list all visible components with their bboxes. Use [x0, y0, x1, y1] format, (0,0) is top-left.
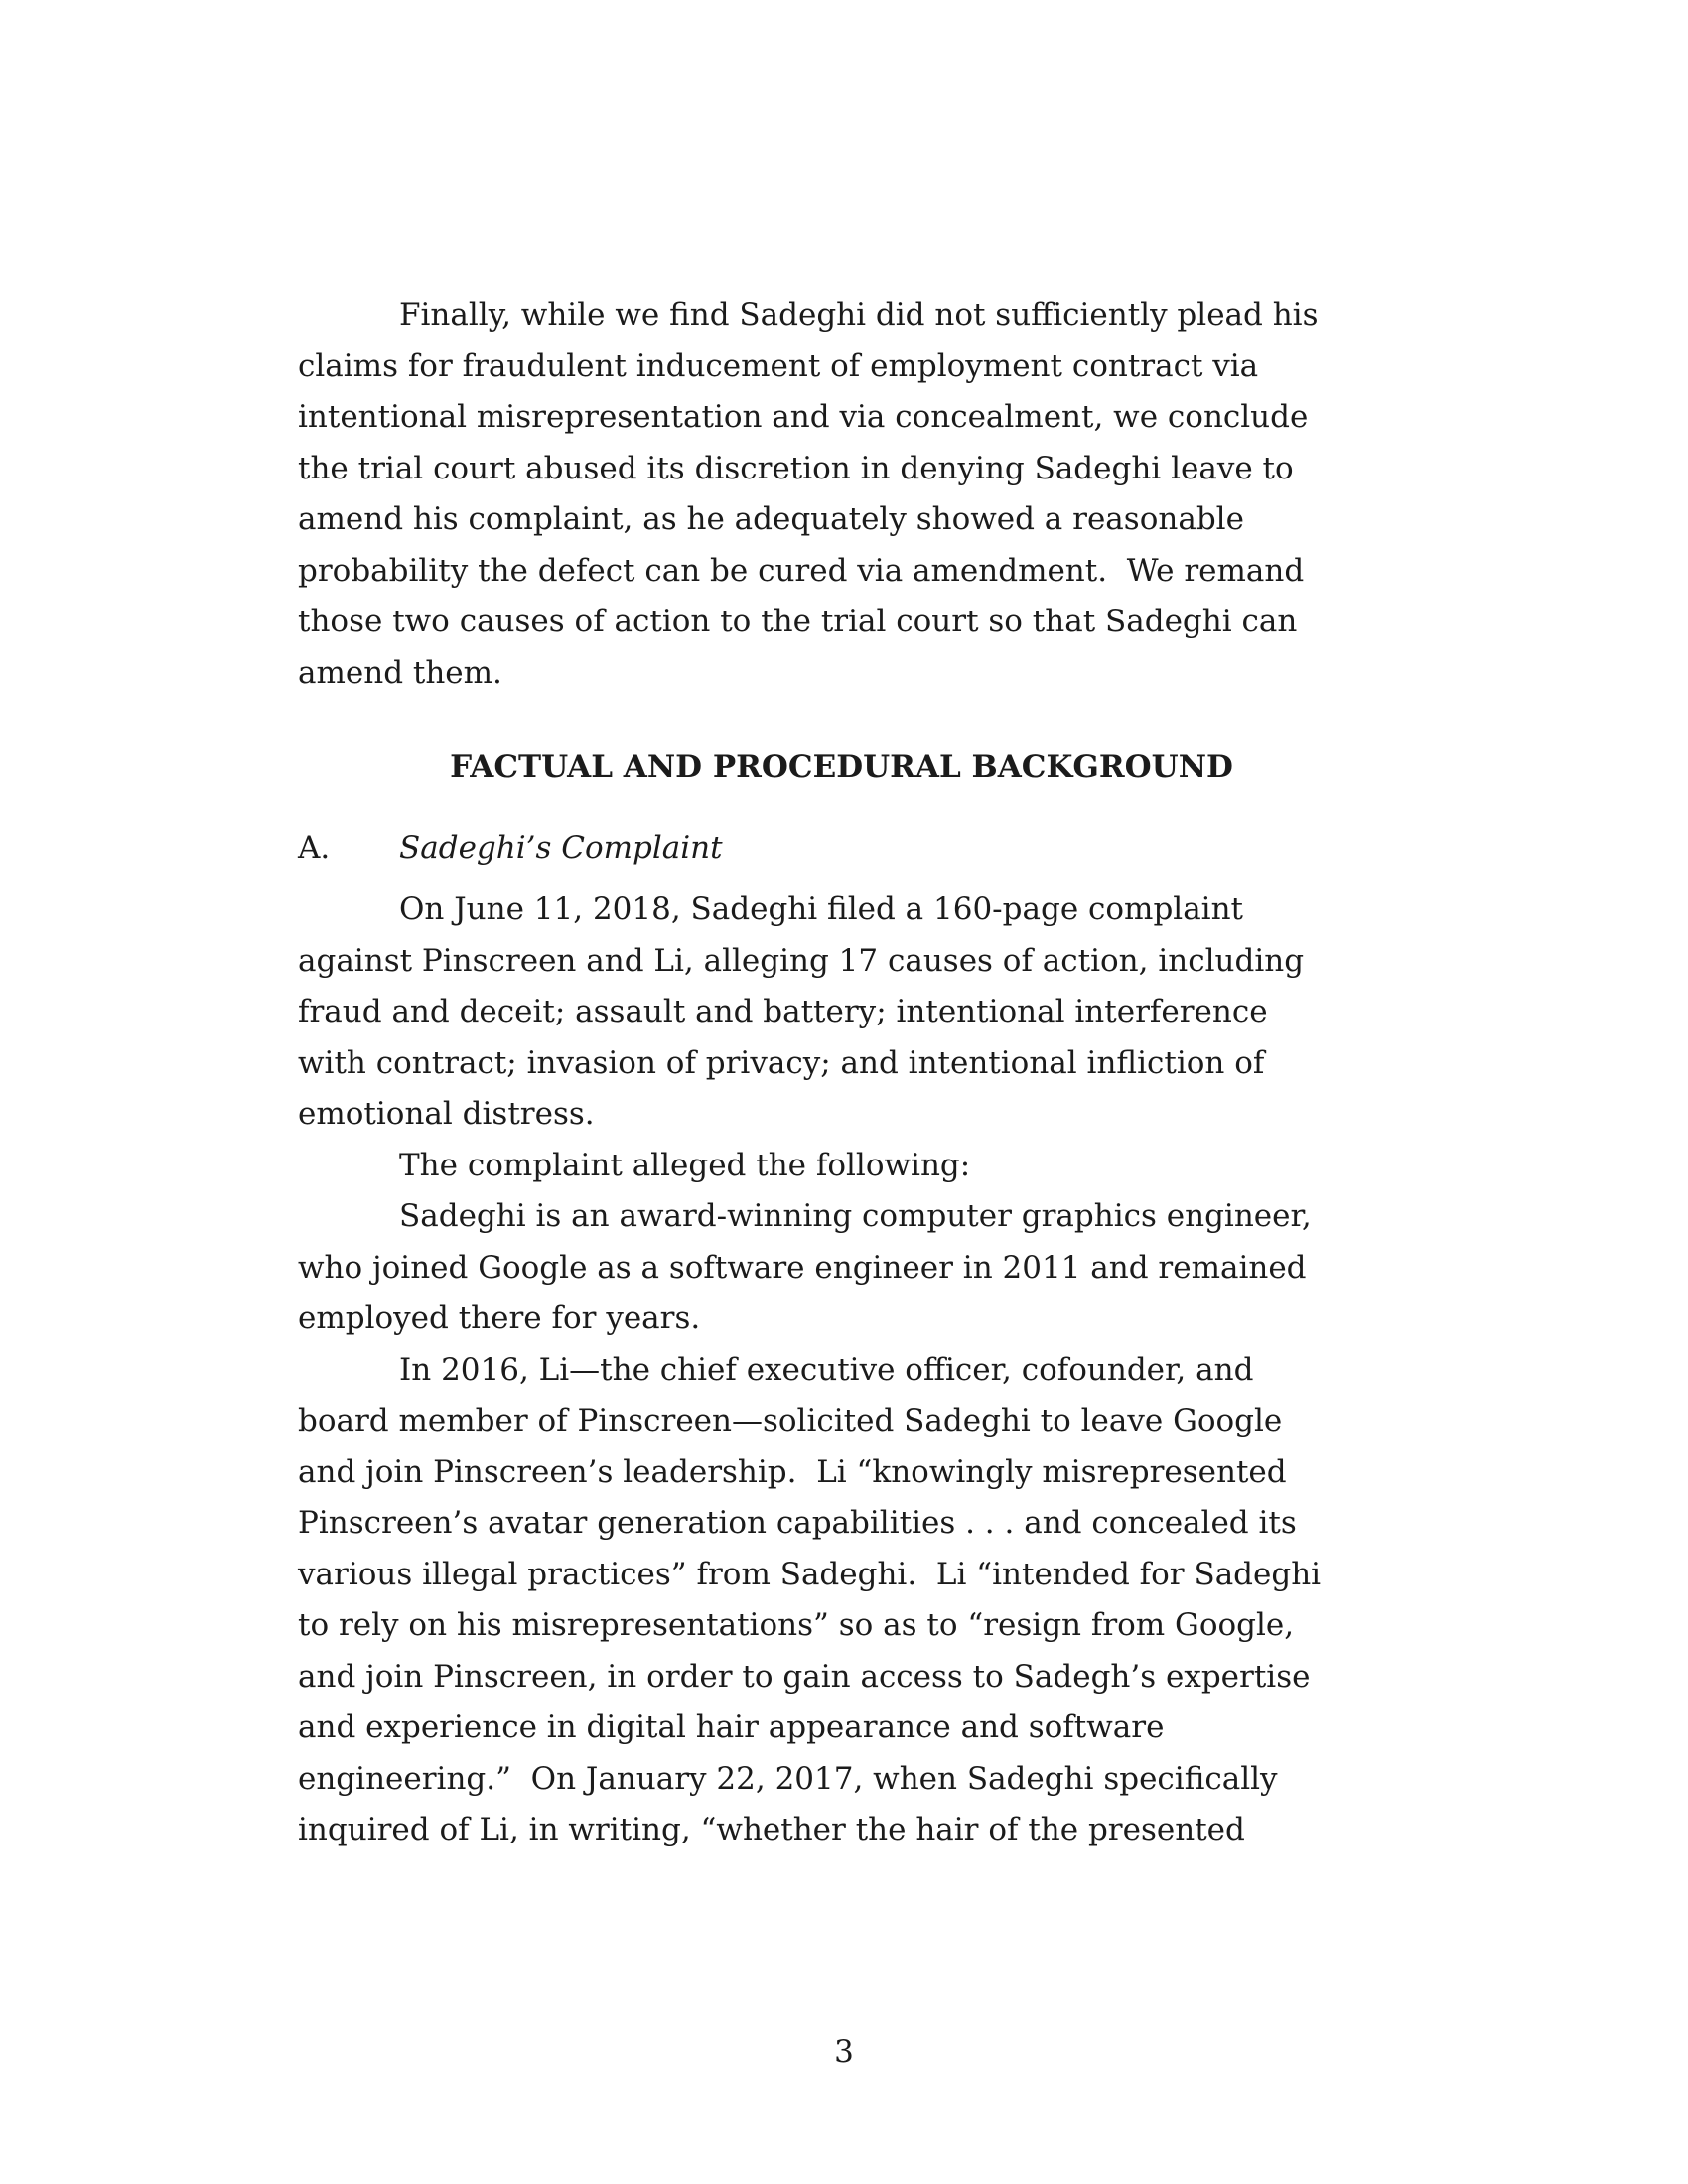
subsection-label: A. [298, 829, 331, 866]
paragraph-line: against Pinscreen and Li, alleging 17 causes of action, including [298, 942, 1305, 979]
paragraph-line: emotional distress. [298, 1096, 595, 1132]
allegation-intro-paragraph [298, 1141, 1450, 1192]
paragraph-line: Pinscreen’s avatar generation capabilities . . . and concealed its [298, 1505, 1297, 1541]
paragraph-line: fraud and deceit; assault and battery; intentional interference [298, 994, 1268, 1029]
paragraph-line: and join Pinscreen’s leadership. Li “knowingly misrepresented [298, 1453, 1287, 1490]
subsection-title: Sadeghi’s Complaint [399, 829, 723, 866]
paragraph-line: amend them. [298, 654, 502, 691]
paragraph-line: Sadeghi is an award-winning computer graphics engineer, [399, 1198, 1312, 1234]
paragraph-line: to rely on his misrepresentations” so as to “resign from Google, [298, 1607, 1295, 1643]
paragraph-line: probability the defect can be cured via amendment. We remand [298, 552, 1305, 589]
complaint-paragraph [298, 885, 1450, 1141]
page-number: 3 [834, 2034, 854, 2070]
paragraph-line: employed there for years. [298, 1300, 701, 1336]
paragraph-line: inquired of Li, in writing, “whether the hair of the presented [298, 1812, 1245, 1847]
opening-paragraph [298, 290, 1450, 699]
paragraph-line: the trial court abused its discretion in denying Sadeghi leave to [298, 450, 1294, 486]
paragraph-line: and join Pinscreen, in order to gain access to Sadegh’s expertise [298, 1658, 1311, 1695]
paragraph-line: who joined Google as a software engineer in 2011 and remained [298, 1249, 1307, 1286]
paragraph-line: amend his complaint, as he adequately showed a reasonable [298, 501, 1244, 537]
paragraph-line: various illegal practices” from Sadeghi. Li “intended for Sadeghi [298, 1556, 1322, 1592]
paragraph-line: intentional misrepresentation and via concealment, we conclude [298, 399, 1309, 435]
paragraph-line: those two causes of action to the trial court so that Sadeghi can [298, 604, 1298, 639]
subsection-heading [298, 823, 1450, 875]
paragraph-line: On June 11, 2018, Sadeghi filed a 160-page complaint [399, 891, 1244, 927]
paragraph-line: and experience in digital hair appearance and software [298, 1709, 1165, 1745]
document-body [298, 290, 1450, 1856]
paragraph-line: with contract; invasion of privacy; and intentional infliction of [298, 1044, 1265, 1081]
paragraph-line: The complaint alleged the following: [399, 1147, 971, 1183]
paragraph-line: claims for fraudulent inducement of employment contract via [298, 347, 1259, 384]
paragraph-line: In 2016, Li—the chief executive officer, cofounder, and [399, 1351, 1254, 1388]
paragraph-line: Finally, while we find Sadeghi did not sufficiently plead his [399, 297, 1319, 333]
sadeghi-background-paragraph [298, 1191, 1450, 1345]
paragraph-line: engineering.” On January 22, 2017, when Sadeghi specifically [298, 1760, 1278, 1797]
li-solicitation-paragraph [298, 1345, 1450, 1856]
section-heading: FACTUAL AND PROCEDURAL BACKGROUND [450, 750, 1233, 785]
paragraph-line: board member of Pinscreen—solicited Sadeghi to leave Google [298, 1403, 1283, 1438]
